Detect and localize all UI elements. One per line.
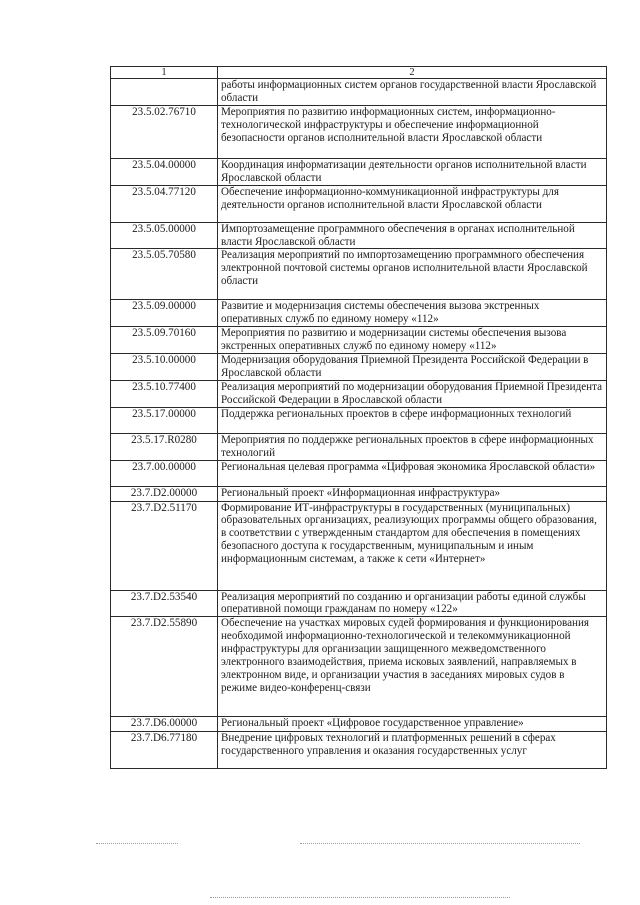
budget-code-cell: 23.7.D2.55890 <box>111 617 218 717</box>
item-name-cell: Обеспечение информационно-коммуникационной инфраструктуры для деятельности органов исполнительной власти Ярославской области <box>218 185 607 222</box>
table-row <box>111 105 607 158</box>
budget-classification-table <box>110 66 607 769</box>
table-row <box>111 158 607 185</box>
item-name-cell: работы информационных систем органов государственной власти Ярославской области <box>218 79 607 106</box>
item-name-cell: Реализация мероприятий по импортозамещению программного обеспечения электронной почтовой системы органов исполнительной власти Ярославской области <box>218 249 607 300</box>
table-row <box>111 501 607 590</box>
budget-code-cell: 23.5.09.00000 <box>111 300 218 327</box>
budget-code-cell: 23.5.05.70580 <box>111 249 218 300</box>
item-name-cell: Координация информатизации деятельности органов исполнительной власти Ярославской области <box>218 158 607 185</box>
table-row <box>111 380 607 407</box>
item-name-cell: Обеспечение на участках мировых судей формирования и функционирования необходимой информационно-технологической и телекоммуникационной инфраструктуры для организации защищенного межведомственного электронного взаимодействия, приема исковых заявлений, направляемых в электронном виде, и организации участия в заседаниях мировых судов в режиме видео-конференц-связи <box>218 617 607 717</box>
column-number-header-row <box>111 67 607 79</box>
budget-code-cell: 23.5.10.77400 <box>111 380 218 407</box>
table-row <box>111 249 607 300</box>
item-name-cell: Региональный проект «Цифровое государственное управление» <box>218 717 607 732</box>
table-row <box>111 732 607 769</box>
table-row <box>111 590 607 617</box>
table-row <box>111 354 607 381</box>
budget-code-cell: 23.5.04.00000 <box>111 158 218 185</box>
budget-code-cell: 23.7.D2.51170 <box>111 501 218 590</box>
table-row <box>111 617 607 717</box>
table-row <box>111 327 607 354</box>
budget-code-cell: 23.5.04.77120 <box>111 185 218 222</box>
budget-code-cell: 23.7.00.00000 <box>111 460 218 486</box>
scan-edge-mark-left <box>96 843 178 844</box>
budget-code-cell: 23.7.D6.00000 <box>111 717 218 732</box>
table-row <box>111 460 607 486</box>
budget-code-cell: 23.7.D6.77180 <box>111 732 218 769</box>
item-name-cell: Импортозамещение программного обеспечения в органах исполнительной власти Ярославской области <box>218 222 607 249</box>
scan-edge-mark-bottom <box>210 897 510 898</box>
table-row <box>111 717 607 732</box>
item-name-cell: Региональная целевая программа «Цифровая экономика Ярославской области» <box>218 460 607 486</box>
budget-code-cell: 23.5.10.00000 <box>111 354 218 381</box>
item-name-cell: Модернизация оборудования Приемной Президента Российской Федерации в Ярославской области <box>218 354 607 381</box>
budget-code-cell: 23.7.D2.00000 <box>111 486 218 501</box>
column-number-1: 1 <box>111 67 218 79</box>
budget-code-cell: 23.5.05.00000 <box>111 222 218 249</box>
item-name-cell: Развитие и модернизация системы обеспечения вызова экстренных оперативных служб по единому номеру «112» <box>218 300 607 327</box>
item-name-cell: Региональный проект «Информационная инфраструктура» <box>218 486 607 501</box>
budget-code-cell: 23.5.09.70160 <box>111 327 218 354</box>
item-name-cell: Реализация мероприятий по модернизации оборудования Приемной Президента Российской Федерации в Ярославской области <box>218 380 607 407</box>
column-number-2: 2 <box>218 67 607 79</box>
item-name-cell: Мероприятия по развитию информационных систем, информационно-технологической инфраструктуры и обеспечение информационной безопасности органов исполнительной власти Ярославской области <box>218 105 607 158</box>
budget-code-cell: 23.5.02.76710 <box>111 105 218 158</box>
item-name-cell: Мероприятия по поддержке региональных проектов в сфере информационных технологий <box>218 433 607 460</box>
item-name-cell: Внедрение цифровых технологий и платформенных решений в сферах государственного управления и оказания государственных услуг <box>218 732 607 769</box>
table-row <box>111 407 607 433</box>
item-name-cell: Мероприятия по развитию и модернизации системы обеспечения вызова экстренных оперативных служб по единому номеру «112» <box>218 327 607 354</box>
budget-code-cell: 23.7.D2.53540 <box>111 590 218 617</box>
table-row <box>111 79 607 106</box>
item-name-cell: Формирование ИТ-инфраструктуры в государственных (муниципальных) образовательных организациях, реализующих программы общего образования, в соответствии с утвержденным стандартом для обеспечения в помещениях безопасного доступа к государственным, муниципальным и иным информационным системам, а также к сети «Интернет» <box>218 501 607 590</box>
item-name-cell: Поддержка региональных проектов в сфере информационных технологий <box>218 407 607 433</box>
table-row <box>111 433 607 460</box>
table-row <box>111 300 607 327</box>
table-row <box>111 185 607 222</box>
budget-code-cell: 23.5.17.00000 <box>111 407 218 433</box>
table-row <box>111 486 607 501</box>
budget-code-cell <box>111 79 218 106</box>
scan-edge-mark-right <box>300 843 580 844</box>
item-name-cell: Реализация мероприятий по созданию и организации работы единой службы оперативной помощи гражданам по номеру «122» <box>218 590 607 617</box>
table-row <box>111 222 607 249</box>
budget-code-cell: 23.5.17.R0280 <box>111 433 218 460</box>
